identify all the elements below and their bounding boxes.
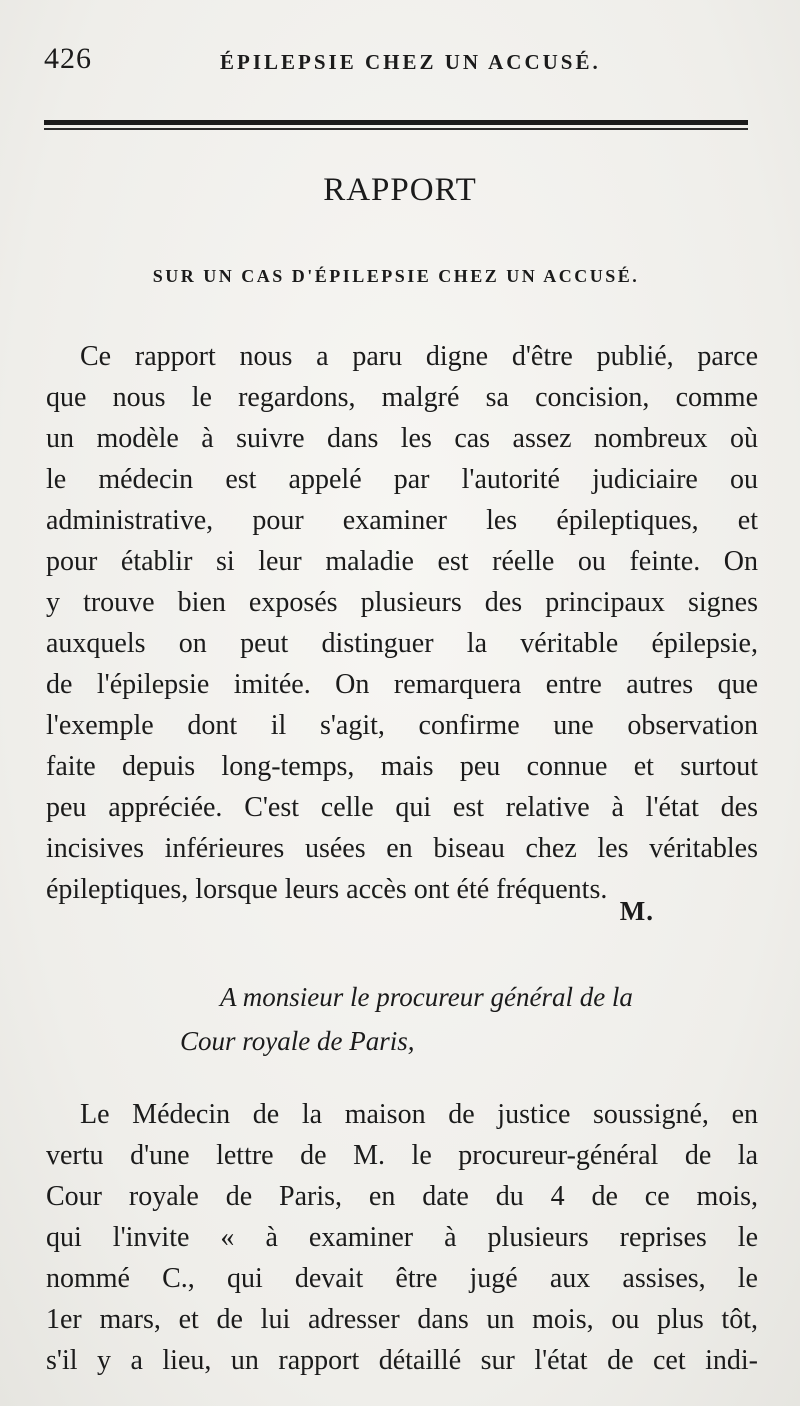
header-rule-thick bbox=[44, 120, 748, 125]
text-line: le médecin est appelé par l'autorité judiciaire ou bbox=[46, 464, 758, 495]
text-line: administrative, pour examiner les épileptiques, et bbox=[46, 505, 758, 536]
article-title: RAPPORT bbox=[323, 172, 477, 208]
text-line: que nous le regardons, malgré sa concision, comme bbox=[46, 382, 758, 413]
text-line: nommé C., qui devait être jugé aux assises, le bbox=[46, 1263, 758, 1294]
text-line: un modèle à suivre dans les cas assez nombreux où bbox=[46, 423, 758, 454]
text-line: de l'épilepsie imitée. On remarquera entre autres que bbox=[46, 669, 758, 700]
signature: M. bbox=[619, 896, 654, 926]
text-line: pour établir si leur maladie est réelle ou feinte. On bbox=[46, 546, 758, 577]
text-line: Ce rapport nous a paru digne d'être publié, parce bbox=[80, 341, 758, 372]
address-line-1: A monsieur le procureur général de la bbox=[220, 982, 633, 1012]
text-line: auxquels on peut distinguer la véritable épilepsie, bbox=[46, 628, 758, 659]
text-line: s'il y a lieu, un rapport détaillé sur l'état de cet indi- bbox=[46, 1345, 758, 1376]
intro-paragraph bbox=[46, 336, 758, 910]
text-line: Cour royale de Paris, en date du 4 de ce mois, bbox=[46, 1181, 758, 1212]
text-line: incisives inférieures usées en biseau chez les véritables bbox=[46, 833, 758, 864]
text-line: Le Médecin de la maison de justice soussigné, en bbox=[80, 1099, 758, 1130]
text-line: faite depuis long-temps, mais peu connue et surtout bbox=[46, 751, 758, 782]
text-line: qui l'invite « à examiner à plusieurs reprises le bbox=[46, 1222, 758, 1253]
text-line: vertu d'une lettre de M. le procureur-général de la bbox=[46, 1140, 758, 1171]
page-number: 426 bbox=[44, 42, 92, 75]
running-head bbox=[40, 40, 760, 80]
report-paragraph bbox=[46, 1094, 758, 1381]
running-title: ÉPILEPSIE CHEZ UN ACCUSÉ. bbox=[220, 50, 601, 74]
text-line: peu appréciée. C'est celle qui est relative à l'état des bbox=[46, 792, 758, 823]
text-line: l'exemple dont il s'agit, confirme une observation bbox=[46, 710, 758, 741]
header-rule-thin bbox=[44, 128, 748, 130]
text-line: y trouve bien exposés plusieurs des principaux signes bbox=[46, 587, 758, 618]
address-line-2: Cour royale de Paris, bbox=[180, 1026, 415, 1056]
text-line: épileptiques, lorsque leurs accès ont été fréquents. bbox=[46, 874, 608, 905]
text-line: 1er mars, et de lui adresser dans un mois, ou plus tôt, bbox=[46, 1304, 758, 1335]
article-subtitle: SUR UN CAS D'ÉPILEPSIE CHEZ UN ACCUSÉ. bbox=[152, 266, 640, 286]
